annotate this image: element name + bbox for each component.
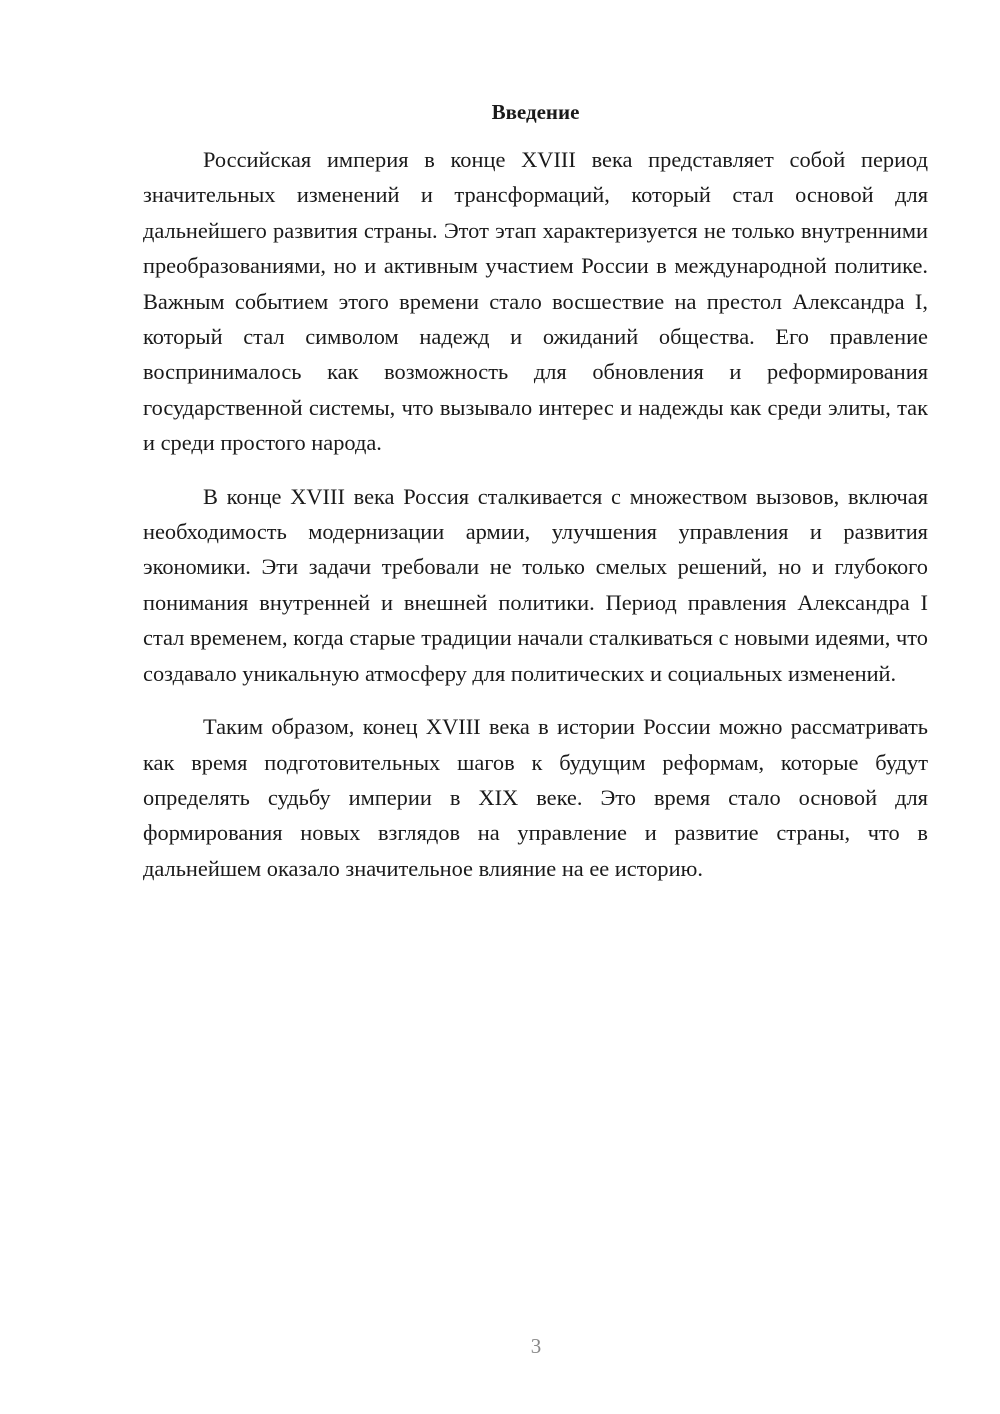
section-heading: Введение xyxy=(491,100,580,124)
page-content xyxy=(143,96,928,886)
page-number: 3 xyxy=(530,1334,542,1358)
paragraph-3: Таким образом, конец XVIII века в истории России можно рассматривать как время подготовительных шагов к будущим реформам, которые будут определять судьбу империи в XIX веке. Это время стало основой для формирования новых взглядов на управление и развитие страны, что в дальнейшем оказало значительное влияние на ее историю. xyxy=(143,714,928,881)
paragraph-2: В конце XVIII века Россия сталкивается с множеством вызовов, включая необходимость модернизации армии, улучшения управления и развития экономики. Эти задачи требовали не только смелых решений, но и глубокого понимания внутренней и внешней политики. Период правления Александра I стал временем, когда старые традиции начали сталкиваться с новыми идеями, что создавало уникальную атмосферу для политических и социальных изменений. xyxy=(143,483,928,686)
paragraph-1: Российская империя в конце XVIII века представляет собой период значительных изменений и трансформаций, который стал основой для дальнейшего развития страны. Этот этап характеризуется не только внутренними преобразованиями, но и активным участием России в международной политике. Важным событием этого времени стало восшествие на престол Александра I, который стал символом надежд и ожиданий общества. Его правление воспринималось как возможность для обновления и реформирования государственной системы, что вызывало интерес и надежды как среди элиты, так и среди простого народа. xyxy=(143,147,928,456)
